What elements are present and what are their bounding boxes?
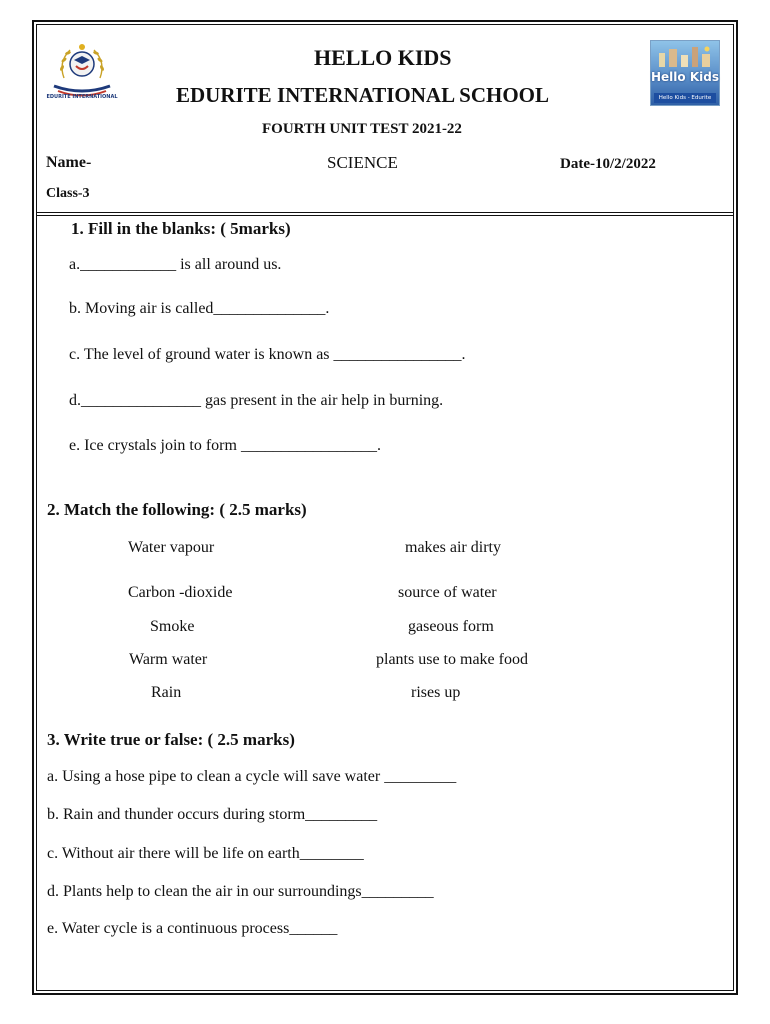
name-label: Name- <box>46 154 92 171</box>
match-right-2: source of water <box>398 584 497 601</box>
match-right-1: makes air dirty <box>405 539 501 556</box>
school-name: EDURITE INTERNATIONAL SCHOOL <box>176 83 550 107</box>
fill-blank-d: d._______________ gas present in the air help in burning. <box>69 392 444 409</box>
test-name: FOURTH UNIT TEST 2021-22 <box>262 121 462 137</box>
header-divider <box>36 212 734 213</box>
section1-heading: 1. Fill in the blanks: ( 5marks) <box>71 219 291 238</box>
true-false-c: c. Without air there will be life on earth________ <box>47 845 364 862</box>
page-title: HELLO KIDS <box>314 45 452 70</box>
section3-heading: 3. Write true or false: ( 2.5 marks) <box>47 730 295 749</box>
true-false-d: d. Plants help to clean the air in our surroundings_________ <box>47 883 434 900</box>
hello-kids-tagline: Hello Kids - Edurite <box>654 93 716 103</box>
match-right-3: gaseous form <box>408 618 494 635</box>
true-false-a: a. Using a hose pipe to clean a cycle will save water _________ <box>47 768 457 785</box>
hello-kids-brand: Hello Kids <box>651 70 719 84</box>
subject-label: SCIENCE <box>327 153 398 172</box>
fill-blank-b: b. Moving air is called______________. <box>69 300 330 317</box>
true-false-b: b. Rain and thunder occurs during storm_________ <box>47 806 378 823</box>
match-right-4: plants use to make food <box>376 651 528 668</box>
match-right-5: rises up <box>411 684 461 701</box>
match-left-5: Rain <box>151 684 182 701</box>
match-left-1: Water vapour <box>128 539 215 556</box>
match-left-2: Carbon -dioxide <box>128 584 233 601</box>
date-label: Date-10/2/2022 <box>560 156 656 172</box>
true-false-e: e. Water cycle is a continuous process______ <box>47 920 338 937</box>
fill-blank-c: c. The level of ground water is known as ________________. <box>69 346 466 363</box>
hello-kids-logo-icon <box>650 40 720 106</box>
class-label: Class-3 <box>46 186 90 201</box>
match-left-4: Warm water <box>129 651 208 668</box>
header-divider-double <box>36 215 734 216</box>
school-crest-caption: EDURITE INTERNATIONAL <box>46 94 118 100</box>
section2-heading: 2. Match the following: ( 2.5 marks) <box>47 500 307 519</box>
fill-blank-a: a.____________ is all around us. <box>69 256 282 273</box>
match-left-3: Smoke <box>150 618 195 635</box>
fill-blank-e: e. Ice crystals join to form _________________. <box>69 437 381 454</box>
